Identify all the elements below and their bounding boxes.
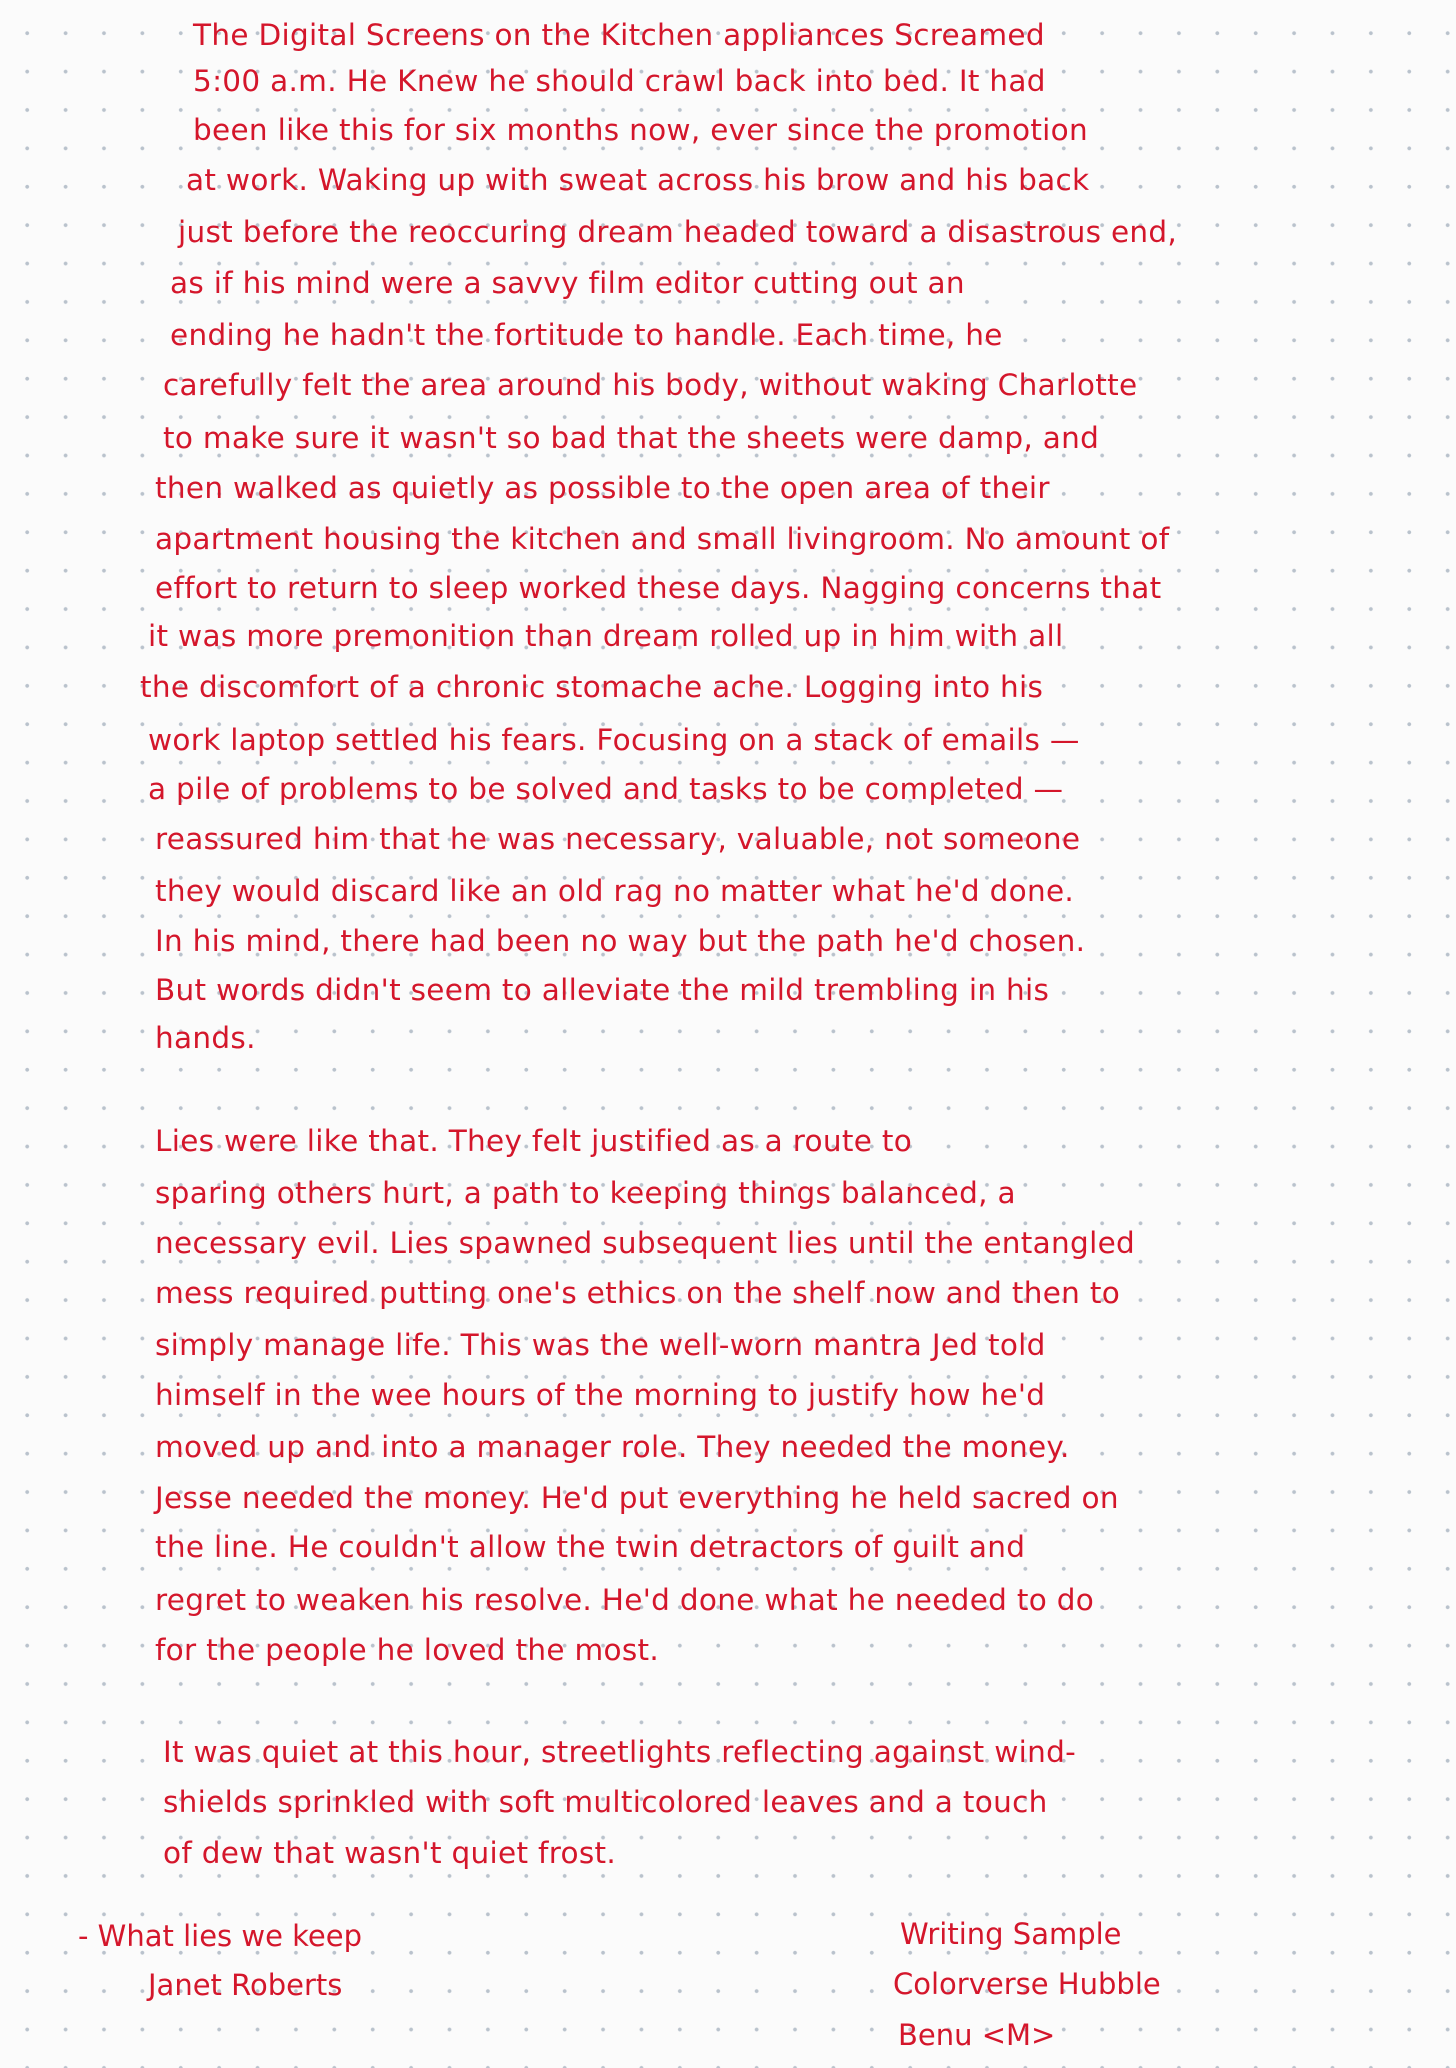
- text-line: mess required putting one's ethics on the shelf now and then to: [155, 1276, 1121, 1310]
- text-line: moved up and into a manager role. They needed the money.: [155, 1430, 1070, 1464]
- text-line: The Digital Screens on the Kitchen appliances Screamed: [193, 18, 1045, 52]
- text-line: simply manage life. This was the well-worn mantra Jed told: [155, 1328, 1046, 1362]
- text-line: reassured him that he was necessary, valuable, not someone: [155, 822, 1081, 856]
- text-line: carefully felt the area around his body, without waking Charlotte: [163, 368, 1138, 402]
- text-line: It was quiet at this hour, streetlights reflecting against wind-: [163, 1735, 1077, 1769]
- text-line: for the people he loved the most.: [155, 1633, 660, 1667]
- text-line: they would discard like an old rag no matter what he'd done.: [155, 874, 1075, 908]
- ink-name: Colorverse Hubble: [893, 1967, 1161, 2001]
- text-line: at work. Waking up with sweat across his brow and his back: [186, 163, 1090, 197]
- text-line: then walked as quietly as possible to the open area of their: [155, 471, 1050, 505]
- text-line: shields sprinkled with soft multicolored leaves and a touch: [163, 1785, 1048, 1819]
- text-line: just before the reoccuring dream headed toward a disastrous end,: [178, 215, 1178, 249]
- text-line: it was more premonition than dream rolled up in him with all: [148, 619, 1064, 653]
- story-title: - What lies we keep: [78, 1919, 363, 1953]
- pen-name: Benu <M>: [898, 2018, 1056, 2052]
- text-line: ending he hadn't the fortitude to handle. Each time, he: [170, 318, 1003, 352]
- text-line: himself in the wee hours of the morning to justify how he'd: [155, 1378, 1046, 1412]
- text-line: sparing others hurt, a path to keeping things balanced, a: [155, 1176, 1016, 1210]
- sample-label: Writing Sample: [900, 1917, 1122, 1951]
- text-line: of dew that wasn't quiet frost.: [163, 1836, 617, 1870]
- author-name: Janet Roberts: [148, 1968, 343, 2002]
- text-line: Jesse needed the money. He'd put everything he held sacred on: [155, 1481, 1119, 1515]
- text-line: work laptop settled his fears. Focusing on a stack of emails —: [148, 723, 1080, 757]
- text-line: necessary evil. Lies spawned subsequent lies until the entangled: [155, 1226, 1136, 1260]
- text-line: to make sure it wasn't so bad that the sheets were damp, and: [163, 421, 1100, 455]
- text-line: Lies were like that. They felt justified as a route to: [155, 1124, 913, 1158]
- text-line: apartment housing the kitchen and small livingroom. No amount of: [155, 522, 1170, 556]
- text-line: hands.: [155, 1021, 256, 1055]
- text-line: the line. He couldn't allow the twin detractors of guilt and: [155, 1530, 1026, 1564]
- text-line: But words didn't seem to alleviate the mild trembling in his: [155, 973, 1050, 1007]
- text-line: a pile of problems to be solved and tasks to be completed —: [148, 772, 1064, 806]
- text-line: been like this for six months now, ever since the promotion: [193, 113, 1089, 147]
- text-line: In his mind, there had been no way but the path he'd chosen.: [155, 924, 1086, 958]
- text-line: the discomfort of a chronic stomache ache. Logging into his: [140, 670, 1044, 704]
- text-line: regret to weaken his resolve. He'd done what he needed to do: [155, 1583, 1095, 1617]
- text-line: as if his mind were a savvy film editor cutting out an: [170, 266, 965, 300]
- text-line: 5:00 a.m. He Knew he should crawl back into bed. It had: [193, 64, 1046, 98]
- text-line: effort to return to sleep worked these days. Nagging concerns that: [155, 571, 1162, 605]
